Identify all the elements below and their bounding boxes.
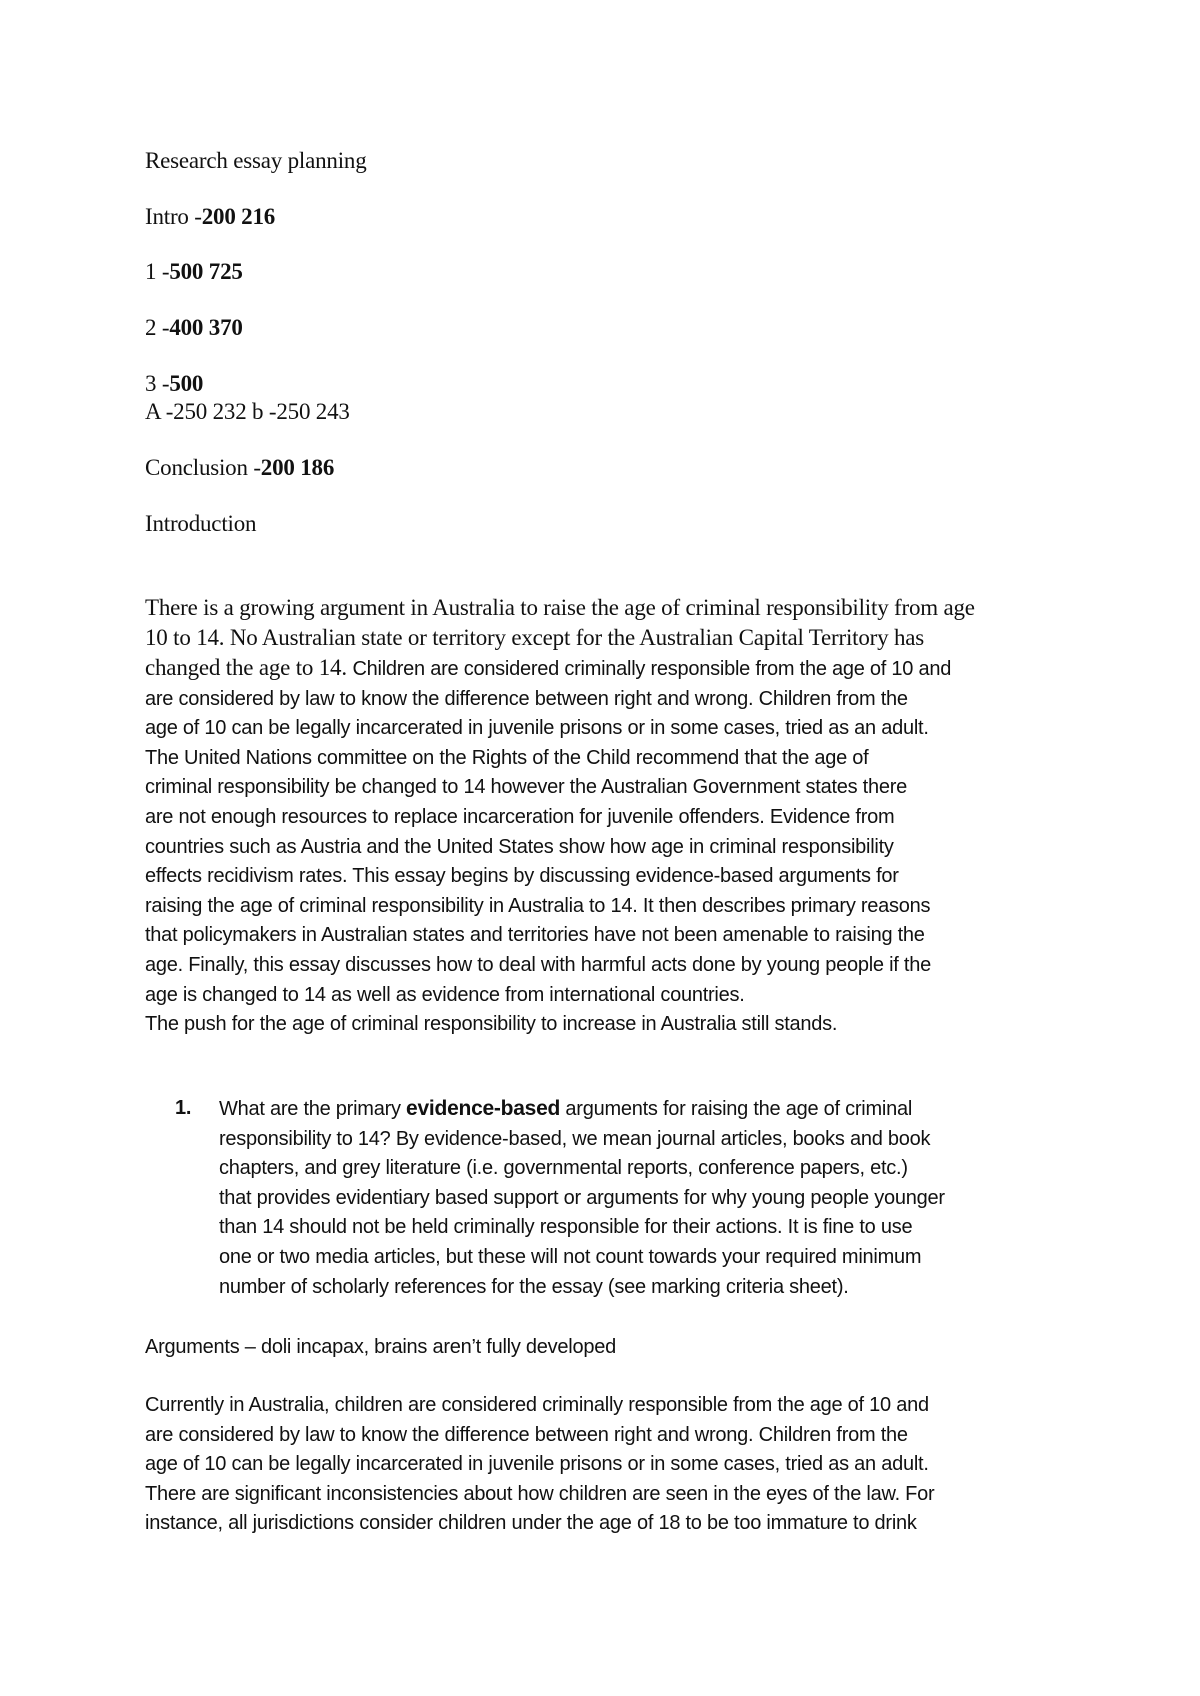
plan-intro-values: 200 216 xyxy=(201,204,276,229)
arguments-line: There are significant inconsistencies about how children are seen in the eyes of the law. For xyxy=(145,1482,935,1505)
question-line xyxy=(219,1094,1119,1125)
plan-section-3-values: 500 xyxy=(169,371,204,396)
plan-section-1-values: 500 725 xyxy=(169,259,243,284)
question-line: than 14 should not be held criminally responsible for their actions. It is fine to use xyxy=(219,1216,913,1239)
arguments-line: age of 10 can be legally incarcerated in juvenile prisons or in some cases, tried as an adult. xyxy=(145,1453,929,1476)
arguments-paragraph xyxy=(145,1391,1075,1539)
plan-intro xyxy=(145,202,275,232)
plan-conclusion-values: 200 186 xyxy=(260,455,335,480)
document-title: Research essay planning xyxy=(145,148,367,173)
arguments-line: instance, all jurisdictions consider children under the age of 18 to be too immature to drink xyxy=(145,1512,917,1535)
introduction-line: are not enough resources to replace incarceration for juvenile offenders. Evidence from xyxy=(145,805,895,828)
plan-conclusion-label: Conclusion - xyxy=(145,455,261,480)
introduction-line: that policymakers in Australian states and territories have not been amenable to raising the xyxy=(145,924,925,947)
question-line: number of scholarly references for the essay (see marking criteria sheet). xyxy=(219,1275,849,1298)
plan-section-2 xyxy=(145,313,243,343)
introduction-line: 10 to 14. No Australian state or territory except for the Australian Capital Territory has xyxy=(145,625,925,650)
introduction-paragraph xyxy=(145,593,1075,1040)
plan-section-3-sub: A -250 232 b -250 243 xyxy=(145,399,350,424)
question-number: 1. xyxy=(175,1097,192,1119)
introduction-line: age. Finally, this essay discusses how to deal with harmful acts done by young people if the xyxy=(145,953,931,976)
plan-section-2-values: 400 370 xyxy=(169,315,243,340)
question-line: responsibility to 14? By evidence-based, we mean journal articles, books and book xyxy=(219,1127,931,1150)
introduction-line: The push for the age of criminal responsibility to increase in Australia still stands. xyxy=(145,1013,838,1036)
introduction-line: effects recidivism rates. This essay begins by discussing evidence-based arguments for xyxy=(145,865,899,888)
question-line: that provides evidentiary based support or arguments for why young people younger xyxy=(219,1186,945,1209)
introduction-line: raising the age of criminal responsibility in Australia to 14. It then describes primary reasons xyxy=(145,894,931,917)
plan-section-2-label: 2 - xyxy=(145,315,170,340)
introduction-line xyxy=(145,653,1075,685)
introduction-line: are considered by law to know the difference between right and wrong. Children from the xyxy=(145,687,908,710)
question-line-post: arguments for raising the age of criminal xyxy=(560,1098,913,1120)
plan-section-1 xyxy=(145,257,243,287)
introduction-line: countries such as Austria and the United States show how age in criminal responsibility xyxy=(145,835,894,858)
introduction-line: The United Nations committee on the Rights of the Child recommend that the age of xyxy=(145,746,869,769)
plan-section-3-label: 3 - xyxy=(145,371,170,396)
plan-section-3 xyxy=(145,369,203,399)
question-body xyxy=(219,1094,1119,1302)
introduction-line: criminal responsibility be changed to 14 however the Australian Government states there xyxy=(145,776,908,799)
plan-intro-label: Intro - xyxy=(145,204,202,229)
arguments-line: Currently in Australia, children are considered criminally responsible from the age of 10 and xyxy=(145,1394,929,1416)
introduction-heading: Introduction xyxy=(145,511,257,536)
arguments-heading: Arguments – doli incapax, brains aren’t fully developed xyxy=(145,1336,616,1358)
question-emphasis: evidence-based xyxy=(406,1097,561,1120)
question-line: chapters, and grey literature (i.e. governmental reports, conference papers, etc.) xyxy=(219,1157,908,1180)
plan-section-1-label: 1 - xyxy=(145,259,170,284)
question-line: one or two media articles, but these will not count towards your required minimum xyxy=(219,1245,922,1268)
introduction-line: age is changed to 14 as well as evidence from international countries. xyxy=(145,983,745,1006)
introduction-line-sans-part: Children are considered criminally responsible from the age of 10 and xyxy=(352,658,952,680)
introduction-line: There is a growing argument in Australia to raise the age of criminal responsibility from age xyxy=(145,595,975,620)
arguments-line: are considered by law to know the difference between right and wrong. Children from the xyxy=(145,1423,908,1446)
introduction-line-serif-part: changed the age to 14. xyxy=(145,655,353,680)
plan-conclusion xyxy=(145,453,334,483)
introduction-line: age of 10 can be legally incarcerated in juvenile prisons or in some cases, tried as an adult. xyxy=(145,717,929,740)
question-line-pre: What are the primary xyxy=(219,1098,407,1120)
